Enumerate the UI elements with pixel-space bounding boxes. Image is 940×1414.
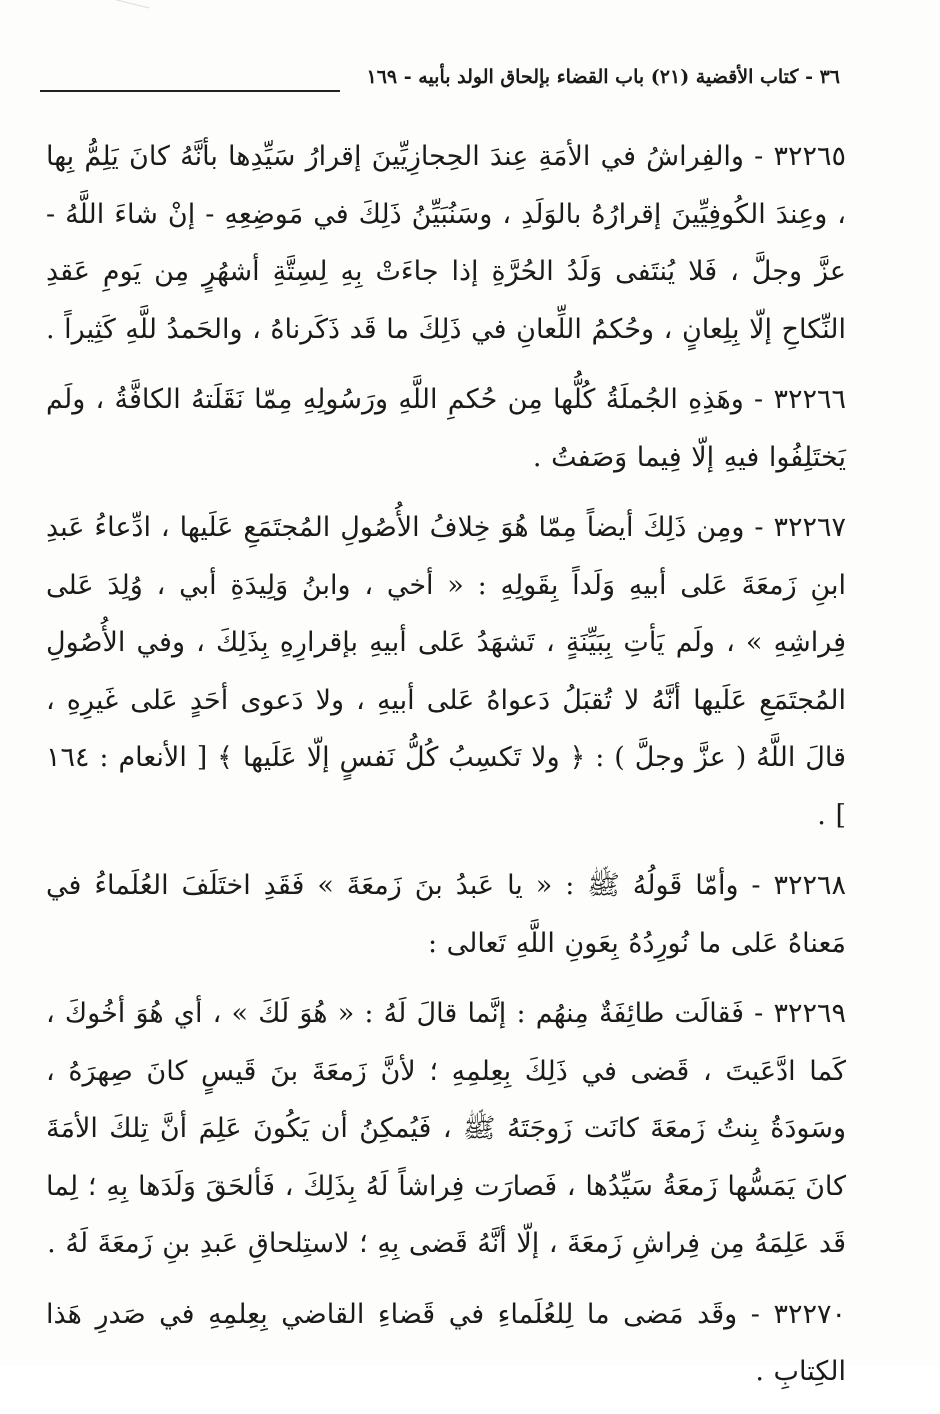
paragraph-32266: ٣٢٢٦٦ - وهَذِهِ الجُملَةُ كُلُّها مِن حُكمِ اللَّهِ ورَسُولِهِ مِمّا نَقَلَتهُ الكافَّةُ ، ولَم يَختَلِفُوا فيهِ إلّا فِيما وَصَفتُ . [46, 384, 846, 473]
paragraph-32265: ٣٢٢٦٥ - والفِراشُ في الأمَةِ عِندَ الحِجازِيِّينَ إقرارُ سَيِّدِها بأنَّهُ كانَ يَلِمُّ بِها ، وعِندَ الكُوفِيِّينَ إقرارُهُ بالوَلَدِ ، وسَنُبَيِّنُ ذَلِكَ في مَوضِعِهِ - إنْ شاءَ اللَّهُ - عزَّ وجلَّ ، فَلا يُنتَفى وَلَدُ الحُرَّةِ إذا جاءَتْ بِهِ لِسِتَّةِ أشهُرٍ مِن يَومِ عَقدِ النِّكاحِ إلّا بِلِعانٍ ، وحُكمُ اللِّعانِ في ذَلِكَ ما قَد ذَكَرناهُ ، والحَمدُ للَّهِ كَثِيراً . [46, 141, 846, 345]
paragraph-32267: ٣٢٢٦٧ - ومِن ذَلِكَ أيضاً مِمّا هُوَ خِلافُ الأُصُولِ المُجتَمَعِ عَلَيها ، ادِّعاءُ عَبدِ ابنِ زَمعَةَ عَلى أبيهِ وَلَداً بِقَولِهِ : « أخي ، وابنُ وَلِيدَةِ أبي ، وُلِدَ عَلى فِراشِهِ » ، ولَم يَأتِ بِبَيِّنَةٍ ، تَشهَدُ عَلى أبيهِ بإقرارِهِ بِذَلِكَ ، وفي الأُصُولِ المُجتَمَعِ عَلَيها أنَّهُ لا تُقبَلُ دَعواهُ عَلى أبيهِ ، ولا دَعوى أحَدٍ عَلى غَيرِهِ ، قالَ اللَّهُ ( عزَّ وجلَّ ) : ﴿ ولا تَكسِبُ كُلُّ نَفسٍ إلّا عَلَيها ﴾ [ الأنعام : ١٦٤ ] . [46, 512, 846, 831]
paragraph-32269: ٣٢٢٦٩ - فَقالَت طائِفَةٌ مِنهُم : إنَّما قالَ لَهُ : « هُوَ لَكَ » ، أي هُوَ أخُوكَ ، كَما ادَّعَيتَ ، قَضى في ذَلِكَ بِعِلمِهِ ؛ لأنَّ زَمعَةَ بنَ قَيسٍ كانَ صِهرَهُ ، وسَودَةُ بِنتُ زَمعَةَ كانَت زَوجَتَهُ ﷺ ، فَيُمكِنُ أن يَكُونَ عَلِمَ أنَّ تِلكَ الأمَةَ كانَ يَمَسُّها زَمعَةُ سَيِّدُها ، فَصارَت فِراشاً لَهُ بِذَلِكَ ، فَألحَقَ وَلَدَها بِهِ ؛ لِما قَد عَلِمَهُ مِن فِراشِ زَمعَةَ ، إلّا أنَّهُ قَضى بِهِ ؛ لاستِلحاقِ عَبدِ بنِ زَمعَةَ لَهُ . [46, 998, 846, 1259]
page-header [40, 62, 840, 98]
page-body [46, 128, 846, 1414]
running-head: ٣٦ - كتاب الأقضية (٢١) باب القضاء بإلحاق الولد بأبيه - ١٦٩ [366, 66, 840, 88]
paragraph-32268: ٣٢٢٦٨ - وأمّا قَولُهُ ﷺ : « يا عَبدُ بنَ زَمعَةَ » فَقَدِ اختَلَفَ العُلَماءُ في مَعناهُ عَلى ما نُورِدُهُ بِعَونِ اللَّهِ تَعالى : [46, 870, 846, 959]
paragraph-32270: ٣٢٢٧٠ - وقَد مَضى ما لِلعُلَماءِ في قَضاءِ القاضي بِعِلمِهِ في صَدرِ هَذا الكِتابِ . [46, 1298, 846, 1387]
scan-artifact-mark [87, 0, 150, 26]
header-rule [40, 90, 340, 92]
